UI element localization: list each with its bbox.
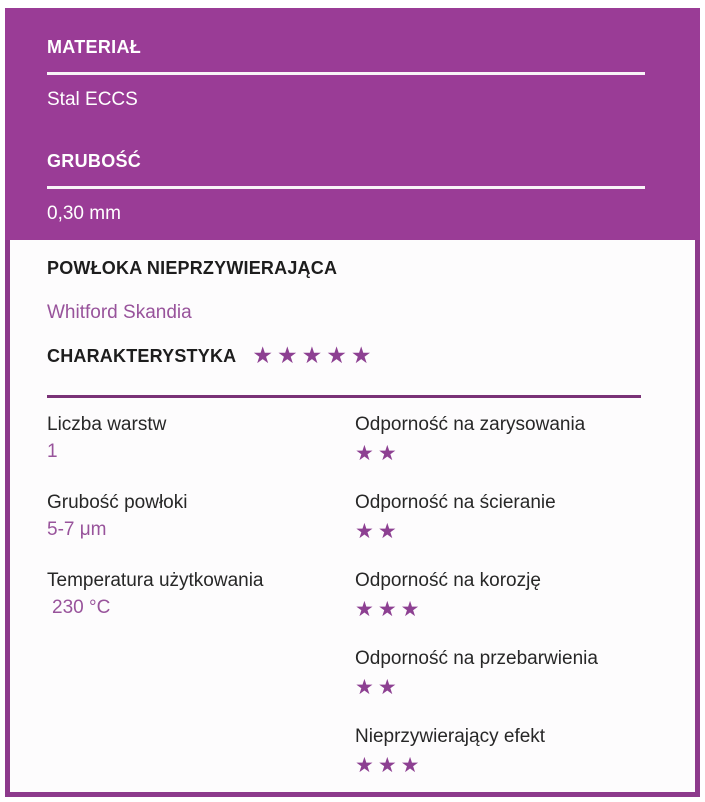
spec-label: Liczba warstw [47, 414, 167, 435]
spec-value: 5-7 μm [47, 519, 107, 540]
thickness-rule [47, 186, 645, 189]
spec-label: Odporność na ścieranie [355, 492, 556, 513]
spec-item-scratch-resistance [355, 412, 675, 490]
rating-stars: ★★ [355, 676, 401, 699]
material-field [47, 36, 658, 112]
characteristics-header [47, 343, 675, 369]
spec-item-coating-thickness [47, 490, 355, 568]
spec-label: Odporność na zarysowania [355, 414, 586, 435]
spec-item-discoloration-resistance [355, 646, 675, 724]
characteristics-title: CHARAKTERYSTYKA [47, 346, 237, 366]
rating-stars: ★★★ [355, 598, 424, 621]
thickness-field [47, 150, 658, 226]
thickness-label: GRUBOŚĆ [47, 151, 142, 171]
coating-brand-name: Whitford Skandia [47, 302, 192, 323]
coating-section-title: POWŁOKA NIEPRZYWIERAJĄCA [47, 258, 338, 278]
rating-stars: ★★ [355, 442, 401, 465]
spec-label: Temperatura użytkowania [47, 570, 264, 591]
spec-column-right [355, 412, 675, 802]
product-spec-card [5, 8, 700, 797]
spec-column-left [47, 412, 355, 802]
spec-list [47, 412, 675, 802]
rating-stars: ★★★ [355, 754, 424, 777]
coating-panel [5, 240, 700, 797]
section-divider [47, 395, 641, 398]
spec-label: Grubość powłoki [47, 492, 188, 513]
spec-label: Odporność na przebarwienia [355, 648, 598, 669]
spec-item-usage-temperature [47, 568, 355, 646]
spec-value: 1 [47, 441, 58, 462]
material-header-band [5, 8, 700, 240]
thickness-value: 0,30 mm [47, 203, 121, 224]
spec-item-nonstick-effect [355, 724, 675, 802]
material-label: MATERIAŁ [47, 37, 142, 57]
overall-rating-stars: ★★★★★ [252, 341, 376, 368]
material-value: Stal ECCS [47, 89, 138, 110]
spec-item-corrosion-resistance [355, 568, 675, 646]
rating-stars: ★★ [355, 520, 401, 543]
material-rule [47, 72, 645, 75]
spec-item-abrasion-resistance [355, 490, 675, 568]
spec-item-layers [47, 412, 355, 490]
spec-label: Nieprzywierający efekt [355, 726, 546, 747]
spec-label: Odporność na korozję [355, 570, 541, 591]
spec-value: 230 °C [52, 597, 111, 618]
